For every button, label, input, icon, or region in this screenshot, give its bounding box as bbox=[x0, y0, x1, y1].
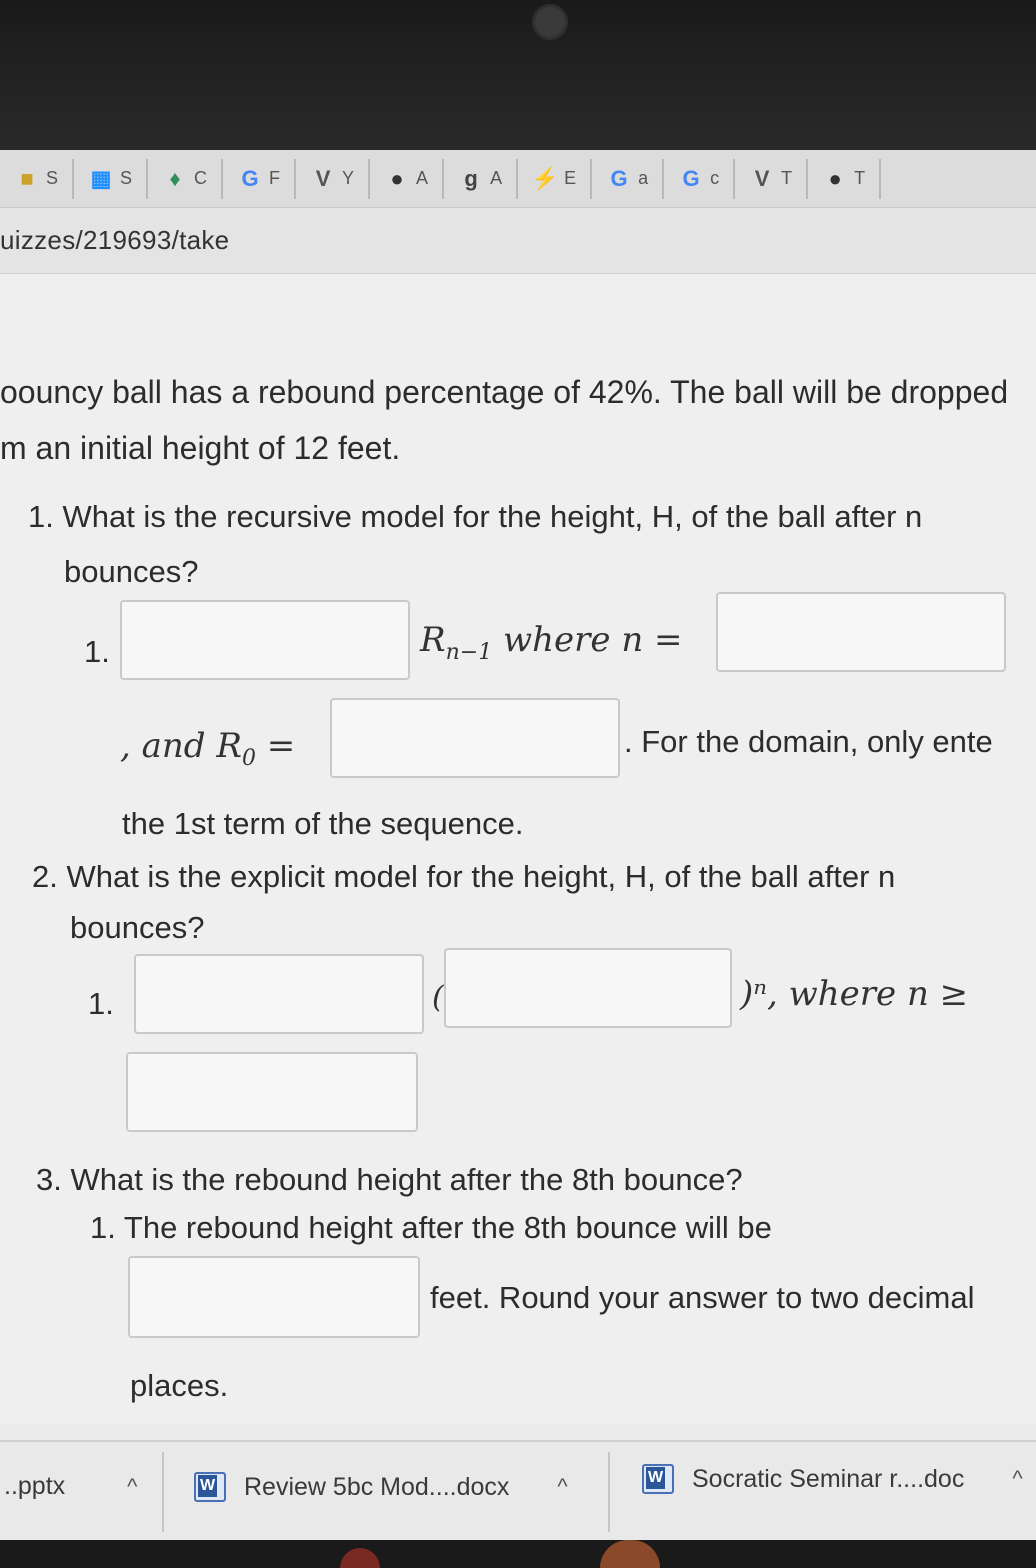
intro-line-2: m an initial height of 12 feet. bbox=[0, 430, 401, 466]
v-icon: V bbox=[315, 165, 331, 191]
tab-label: S bbox=[120, 168, 133, 188]
laptop-bezel bbox=[0, 0, 1036, 150]
chevron-up-icon[interactable]: ^ bbox=[127, 1473, 138, 1499]
tab-label: c bbox=[710, 168, 720, 188]
q1-domain-note: . For the domain, only ente bbox=[624, 724, 993, 759]
taskbar-strip bbox=[0, 1540, 1036, 1568]
question-3-text: 3. What is the rebound height after the 8th bounce? bbox=[36, 1162, 743, 1197]
tab-label: A bbox=[416, 168, 429, 188]
q2-ratio-input[interactable] bbox=[444, 948, 732, 1028]
download-bar bbox=[0, 1440, 1036, 1540]
tab-label: C bbox=[194, 168, 208, 188]
tab-label: E bbox=[564, 168, 577, 188]
and-r-text: , and R bbox=[120, 726, 242, 766]
download-item-socratic[interactable] bbox=[642, 1464, 1023, 1494]
download-item-pptx[interactable] bbox=[4, 1472, 137, 1501]
tab-label: F bbox=[269, 168, 281, 188]
word-doc-icon bbox=[194, 1472, 226, 1502]
q1-domain-note-cont: the 1st term of the sequence. bbox=[122, 806, 524, 841]
microsoft-icon: ▦ bbox=[90, 165, 112, 191]
circle-icon: ● bbox=[828, 165, 842, 191]
q1-domain-input[interactable] bbox=[716, 592, 1006, 672]
address-bar[interactable] bbox=[0, 208, 1036, 274]
google-icon: G bbox=[241, 165, 259, 191]
browser-tab[interactable] bbox=[370, 159, 444, 199]
q2-exponent-tail: )ⁿ, where n ≥ bbox=[740, 974, 969, 1014]
browser-tab[interactable] bbox=[296, 159, 370, 199]
google-icon: G bbox=[682, 165, 700, 191]
r-subscript: n−1 bbox=[445, 639, 493, 665]
q3-answer-prompt: 1. The rebound height after the 8th bounce will be bbox=[90, 1210, 772, 1245]
q1-recursive-term bbox=[420, 620, 683, 665]
tab-label: Y bbox=[342, 168, 355, 188]
generic-icon: ■ bbox=[20, 165, 34, 191]
browser-tab[interactable] bbox=[518, 159, 592, 199]
r-symbol: R bbox=[420, 620, 446, 660]
q1-answer-number: 1. bbox=[84, 634, 110, 669]
question-1-bounces: bounces? bbox=[64, 554, 199, 589]
browser-tab[interactable] bbox=[223, 159, 296, 199]
browser-tab[interactable] bbox=[808, 159, 881, 199]
divider bbox=[608, 1452, 610, 1532]
circle-icon: ● bbox=[390, 165, 404, 191]
browser-tab[interactable] bbox=[74, 159, 148, 199]
q3-height-input[interactable] bbox=[128, 1256, 420, 1338]
browser-tab[interactable] bbox=[592, 159, 664, 199]
chevron-up-icon[interactable]: ^ bbox=[557, 1474, 568, 1499]
screen bbox=[0, 150, 1036, 1540]
where-text: where n = bbox=[503, 620, 683, 660]
q3-round-note: feet. Round your answer to two decimal bbox=[430, 1280, 975, 1315]
tab-label: S bbox=[46, 168, 59, 188]
divider bbox=[162, 1452, 164, 1532]
r0-subscript: 0 bbox=[241, 745, 256, 771]
bolt-icon: ⚡ bbox=[531, 165, 559, 191]
g-icon: g bbox=[464, 165, 478, 191]
browser-tab[interactable] bbox=[735, 159, 808, 199]
q2-initial-input[interactable] bbox=[134, 954, 424, 1034]
tab-label: a bbox=[638, 168, 649, 188]
webcam bbox=[532, 4, 568, 40]
drop-icon: ♦ bbox=[169, 165, 181, 191]
tab-label: T bbox=[854, 168, 866, 188]
word-doc-icon bbox=[642, 1464, 674, 1494]
quiz-content bbox=[0, 274, 1036, 1424]
download-filename: Socratic Seminar r....doc bbox=[692, 1464, 965, 1493]
q1-ratio-input[interactable] bbox=[120, 600, 410, 680]
browser-tab-bar bbox=[0, 150, 1036, 208]
q3-round-note-cont: places. bbox=[130, 1368, 229, 1403]
download-item-review[interactable] bbox=[194, 1472, 568, 1502]
google-icon: G bbox=[610, 165, 628, 191]
q2-answer-number: 1. bbox=[88, 986, 114, 1021]
q1-initial-term-label bbox=[120, 726, 295, 771]
browser-tab[interactable] bbox=[0, 159, 74, 199]
q1-initial-value-input[interactable] bbox=[330, 698, 620, 778]
tab-label: T bbox=[781, 168, 793, 188]
download-filename: ..pptx bbox=[4, 1472, 66, 1500]
quiz-intro bbox=[0, 364, 1008, 476]
url-text[interactable]: uizzes/219693/take bbox=[0, 225, 230, 255]
question-1-text: 1. What is the recursive model for the height, H, of the ball after n bbox=[28, 499, 923, 534]
download-filename: Review 5bc Mod....docx bbox=[244, 1472, 510, 1501]
v-icon: V bbox=[754, 165, 770, 191]
q2-domain-input[interactable] bbox=[126, 1052, 418, 1132]
question-2-text: 2. What is the explicit model for the height, H, of the ball after n bbox=[32, 859, 896, 894]
equals-sign: = bbox=[266, 726, 296, 766]
browser-tab[interactable] bbox=[148, 159, 223, 199]
chevron-up-icon[interactable]: ^ bbox=[1012, 1466, 1023, 1491]
question-2-bounces: bounces? bbox=[70, 910, 205, 945]
browser-tab[interactable] bbox=[664, 159, 735, 199]
tab-label: A bbox=[490, 168, 503, 188]
q2-paren: ( bbox=[432, 980, 444, 1015]
browser-tab[interactable] bbox=[444, 159, 518, 199]
intro-line-1: oouncy ball has a rebound percentage of 42%. The ball will be dropped bbox=[0, 374, 1009, 410]
